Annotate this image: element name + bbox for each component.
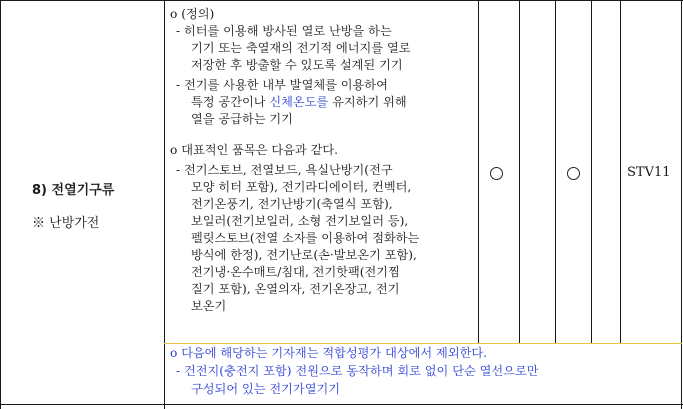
product-code: STV11 [627,165,671,180]
column-divider-3 [478,0,479,344]
column-divider-8 [681,0,682,409]
table-top-border [0,0,683,1]
applicable-circle-mark [490,167,503,180]
definition-line: 질기 포함), 온열의자, 전기온장고, 전기 [191,282,400,296]
definition-line: 펠릿스토브(전열 소자를 이용하여 점화하는 [191,231,420,245]
exclusion-line: - 건전지(충전지 포함) 전원으로 동작하며 회로 없이 단순 열선으로만 [176,364,539,378]
column-divider-4 [519,0,520,344]
definition-line: 기기 또는 축열재의 전기적 에너지를 열로 [191,41,411,55]
definition-line: o 대표적인 품목은 다음과 같다. [170,143,338,157]
definition-line: 전기냉·온수매트/침대, 전기핫팩(전기찜 [191,265,400,279]
column-divider-1 [0,0,1,409]
definition-line: - 히터를 이용해 방사된 열로 난방을 하는 [176,24,392,38]
definition-line: 방식에 한정), 전기난로(손·발보온기 포함), [191,248,417,262]
category-subtitle: ※ 난방가전 [32,216,100,231]
applicable-circle-mark [567,167,580,180]
definition-line: - 전기를 사용한 내부 발열체를 이용하여 [176,78,388,92]
category-title: 8) 전열기구류 [32,183,115,198]
column-divider-7 [620,0,621,344]
definition-text [170,6,476,315]
column-divider-5 [555,0,556,344]
column-divider-2 [164,0,165,409]
definition-line: 저장한 후 방출할 수 있도록 설계된 기기 [191,58,403,72]
column-divider-6 [591,0,592,344]
definition-line: 열을 공급하는 기기 [191,112,293,126]
definition-line: 특정 공간이나 신체온도를 유지하기 위해 [191,95,407,109]
definition-line: - 전기스토브, 전열보드, 욕실난방기(전구 [176,163,393,177]
exclusion-line: 구성되어 있는 전기가열기기 [191,382,341,396]
definition-line: 보온기 [191,299,227,313]
definition-line: 보일러(전기보일러, 소형 전기보일러 등), [191,214,409,228]
table-bottom-border [0,404,683,405]
highlight-text: 신체온도를 [269,95,329,109]
definition-line: o (정의) [170,7,215,21]
exclusion-text [170,344,675,398]
definition-line: 모양 히터 포함), 전기라디에이터, 컨벡터, [191,180,412,194]
definition-line: 전기온풍기, 전기난방기(축열식 포함), [191,197,393,211]
exclusion-line: o 다음에 해당하는 기자재는 적합성평가 대상에서 제외한다. [170,346,488,360]
